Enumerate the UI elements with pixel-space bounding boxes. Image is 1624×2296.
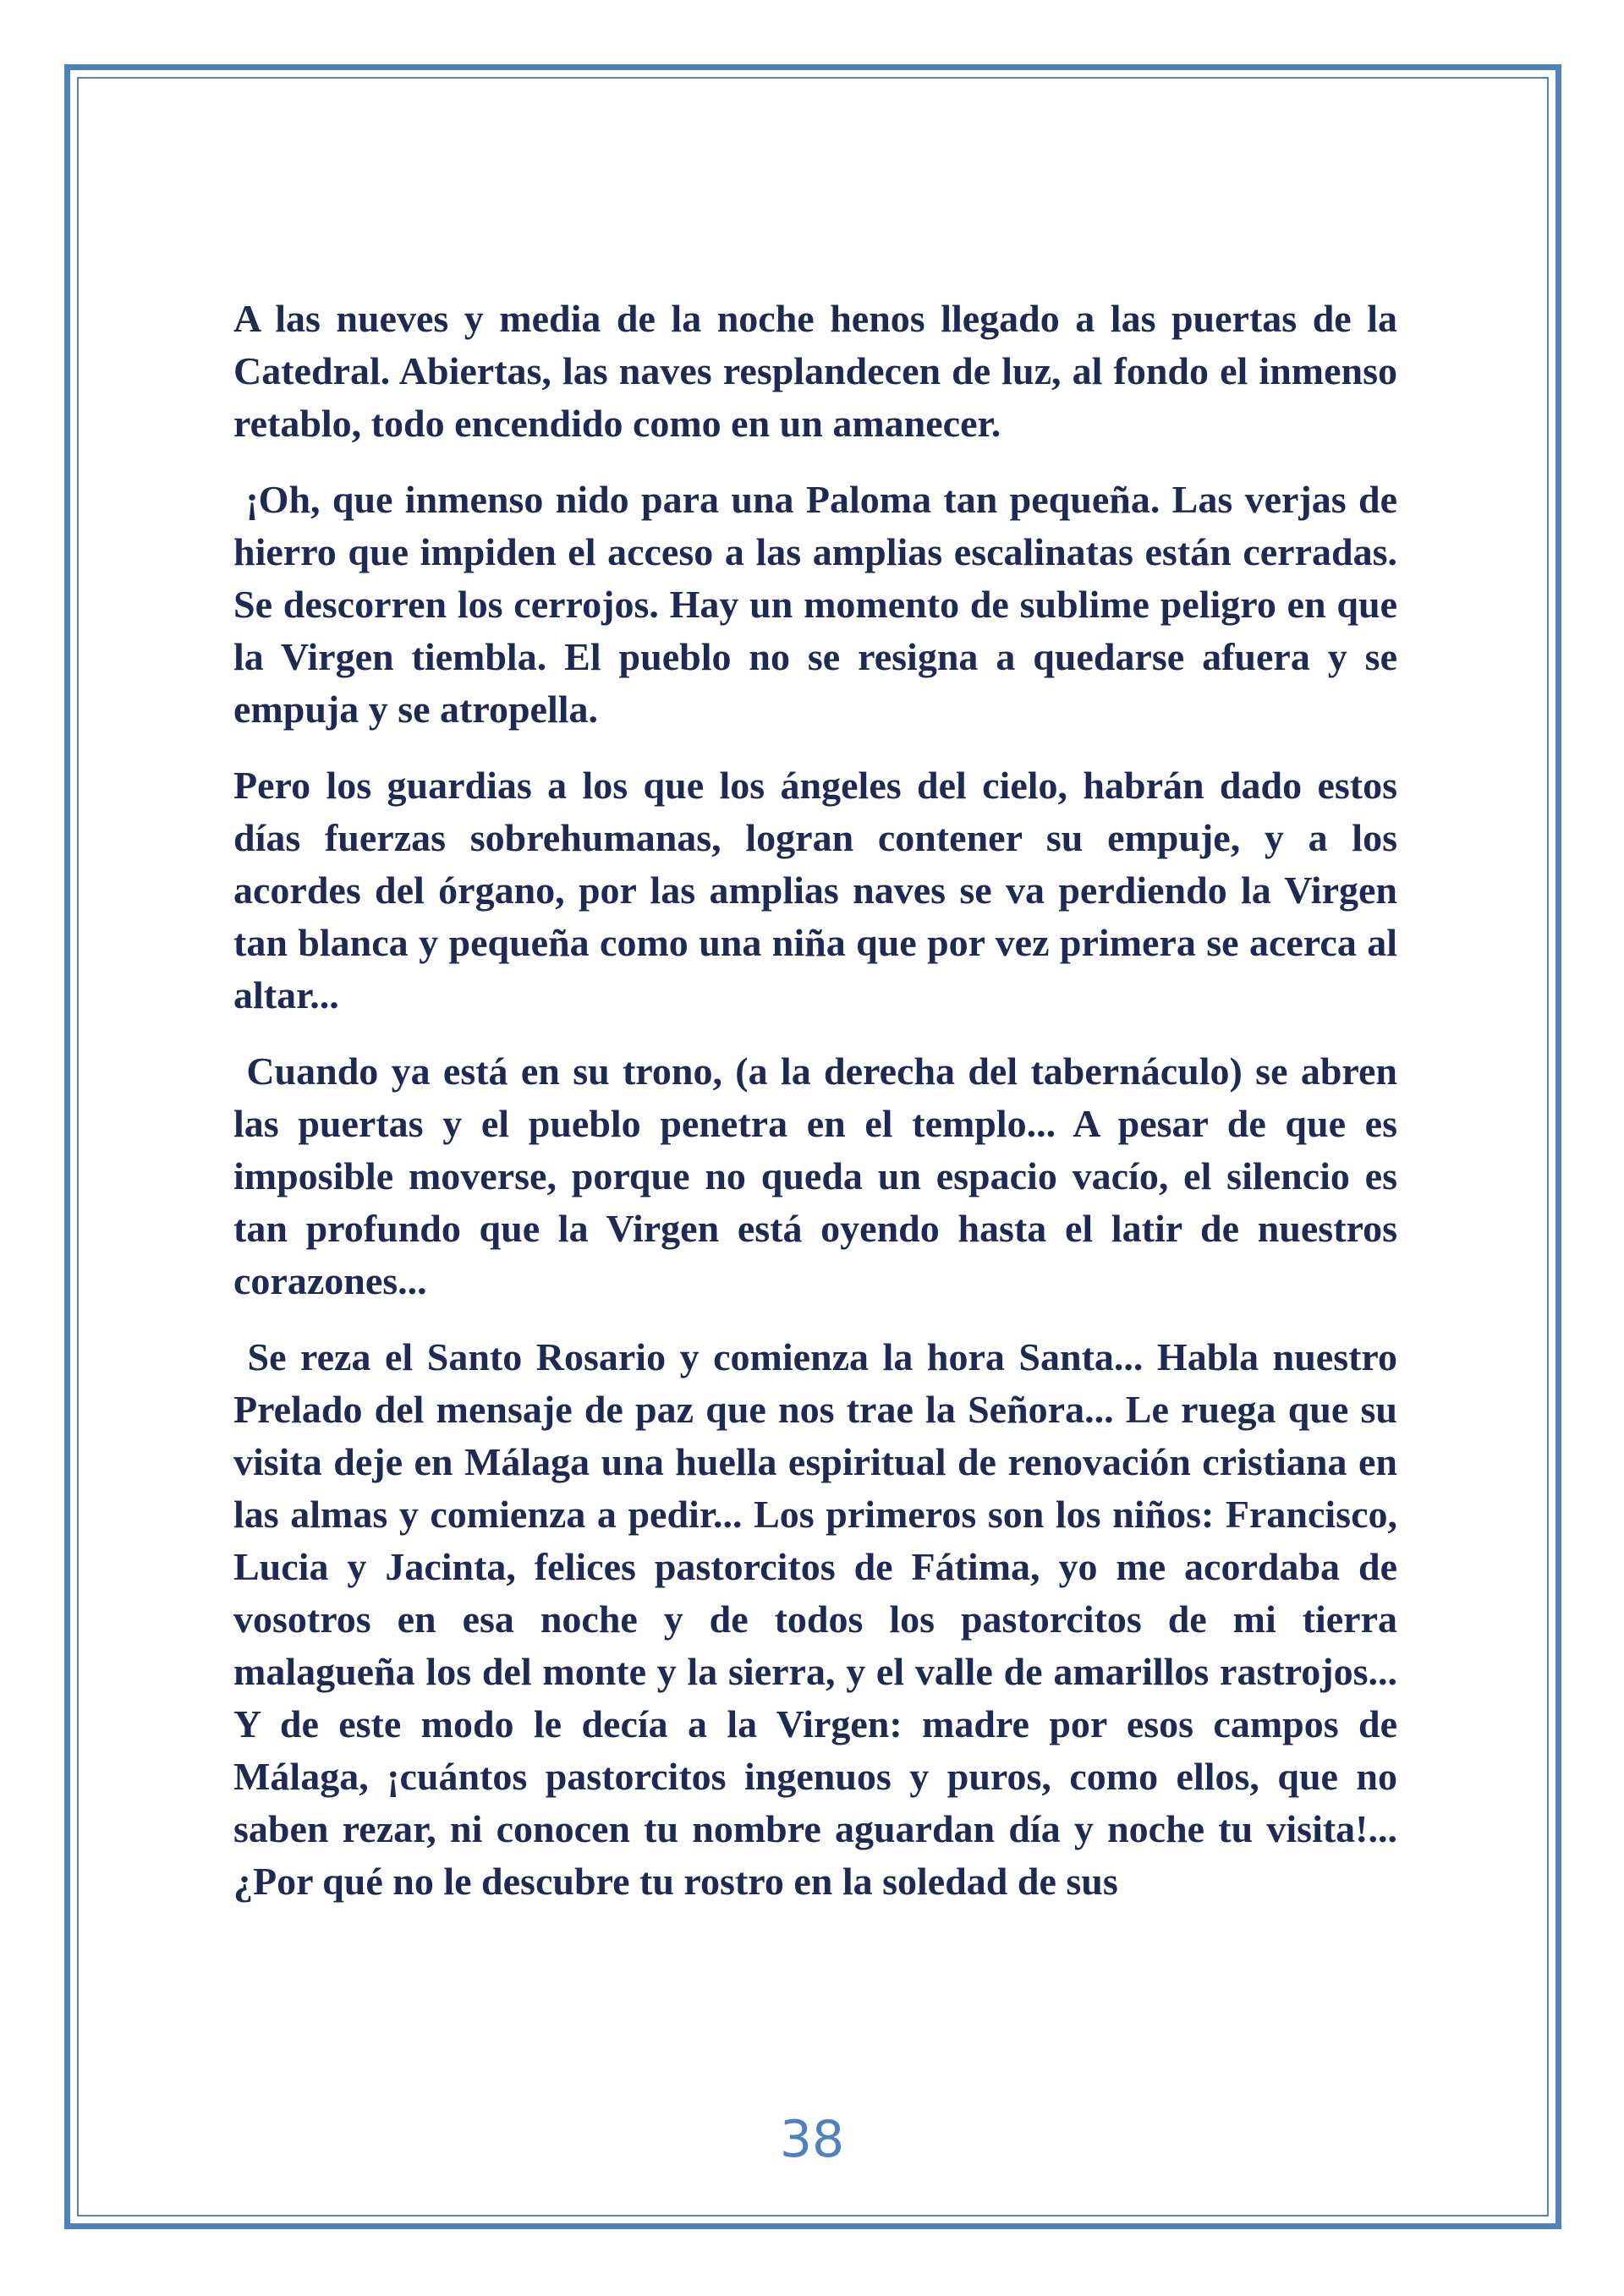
paragraph-3: Pero los guardias a los que los ángeles del cielo, habrán dado estos días fuerzas sobrehumanas, logran contener su empuje, y a los acordes del órgano, por las amplias naves se va perdiendo la Virgen tan blanca y pequeña como una niña que por vez primera se acerca al altar... (233, 764, 1397, 1016)
page-number: 38 (779, 2110, 845, 2169)
paragraph-1: A las nueves y media de la noche henos llegado a las puertas de la Catedral. Abiertas, las naves resplandecen de luz, al fondo el inmenso retablo, todo encendido como en un amanecer. (233, 297, 1397, 445)
paragraph-4: Cuando ya está en su trono, (a la derecha del tabernáculo) se abren las puertas y el pueblo penetra en el templo... A pesar de que es imposible moverse, porque no queda un espacio vacío, el silencio es tan profundo que la Virgen está oyendo hasta el latir de nuestros corazones... (233, 1049, 1397, 1302)
paragraph-5: Se reza el Santo Rosario y comienza la hora Santa... Habla nuestro Prelado del mensaje de paz que nos trae la Señora... Le ruega que su visita deje en Málaga una huella espiritual de renovación cristiana en las almas y comienza a pedir... Los primeros son los niños: Francisco, Lucia y Jacinta, felices pastorcitos de Fátima, yo me acordaba de vosotros en esa noche y de todos los pastorcitos de mi tierra malagueña los del monte y la sierra, y el valle de amarillos rastrojos... Y de este modo le decía a la Virgen: madre por esos campos de Málaga, ¡cuántos pastorcitos ingenuos y puros, como ellos, que no saben rezar, ni conocen tu nombre aguardan día y noche tu visita!... ¿Por qué no le descubre tu rostro en la soledad de sus (233, 1335, 1397, 1903)
body-text (233, 293, 1397, 1908)
paragraph-2: ¡Oh, que inmenso nido para una Paloma tan pequeña. Las verjas de hierro que impiden el acceso a las amplias escalinatas están cerradas. Se descorren los cerrojos. Hay un momento de sublime peligro en que la Virgen tiembla. El pueblo no se resigna a quedarse afuera y se empuja y se atropella. (233, 478, 1397, 731)
